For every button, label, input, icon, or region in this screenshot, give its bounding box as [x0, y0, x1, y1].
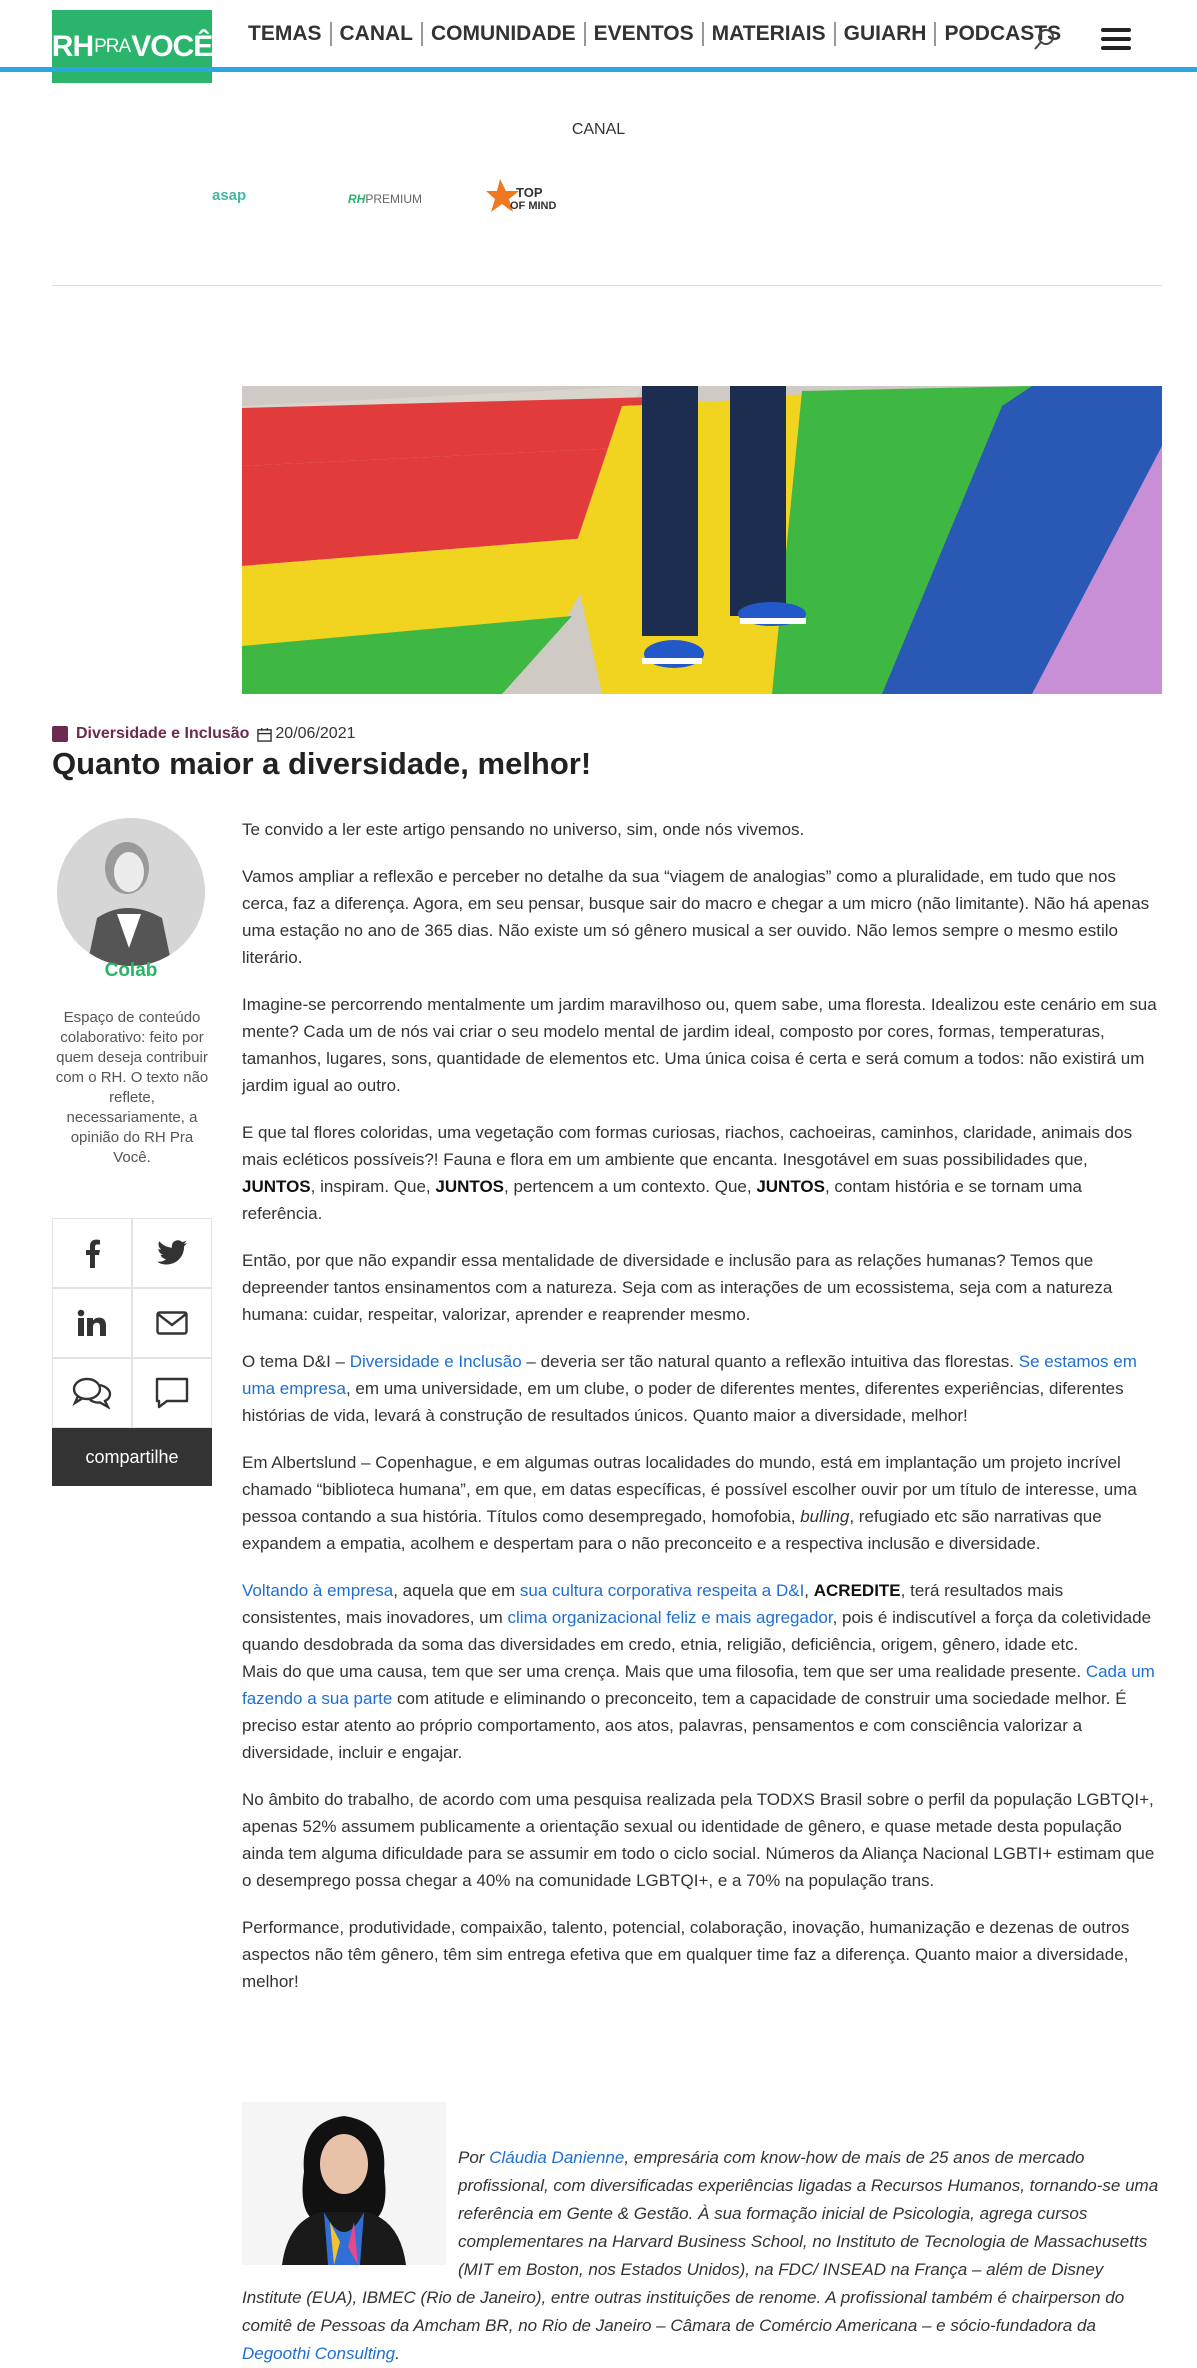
paragraph-6: O tema D&I – Diversidade e Inclusão – deveria ser tão natural quanto a reflexão intuitiva das florestas. Se estamos em uma empresa, em uma universidade, em um clube, o poder de diferentes mentes, diferentes experiências, diferentes histórias de vida, levará à construção de resultados únicos. Quanto maior a diversidade, melhor!: [242, 1352, 1137, 1425]
logo-rh: RH: [51, 29, 94, 63]
paragraph-9: Mais do que uma causa, tem que ser uma crença. Mais que uma filosofia, tem que ser uma realidade presente. Cada um fazendo a sua parte com atitude e eliminando o preconceito, tem a capacidade de construir uma sociedade melhor. É preciso estar atento ao próprio comportamento, aos atos, palavras, pensamentos e com consciência valorizar a diversidade, incluir e engajar.: [242, 1662, 1155, 1762]
paragraph-7: Em Albertslund – Copenhague, e em algumas outras localidades do mundo, está em implantação um projeto incrível chamado “biblioteca humana”, em que, em datas específicas, é possível escolher ouvir por um título de interesse, uma pessoa contando a sua história. Títulos como desempregado, homofobia, bulling, refugiado etc são narrativas que expandem a empatia, acolhem e despertam para o não preconceito e a respectiva inclusão e diversidade.: [242, 1453, 1137, 1553]
category-square-icon: [52, 726, 68, 742]
logo-voce: VOCÊ: [131, 29, 213, 63]
post-date: 20/06/2021: [275, 725, 356, 742]
paragraph-1: Te convido a ler este artigo pensando no universo, sim, onde nós vivemos.: [242, 820, 805, 839]
search-icon[interactable]: [1032, 26, 1058, 52]
link-degoothi-consulting[interactable]: Degoothi Consulting: [242, 2344, 396, 2363]
premium-text: PREMIUM: [365, 192, 423, 206]
link-clima-organizacional[interactable]: clima organizacional feliz e mais agregador: [507, 1608, 833, 1627]
chat-icon: [155, 1377, 189, 1409]
link-cada-um-fazendo-sua-parte[interactable]: Cada um fazendo a sua parte: [242, 1662, 1155, 1708]
email-icon: [156, 1311, 188, 1335]
top-text: TOP: [516, 185, 543, 200]
link-cultura-corporativa[interactable]: sua cultura corporativa respeita a D&I: [519, 1581, 805, 1600]
paragraph-11: Performance, produtividade, compaixão, talento, potencial, colaboração, inovação, humanização e dezenas de outros aspectos não têm gênero, têm sim entrega efetiva que em qualquer time faz a diferença. Quanto maior a diversidade, melhor!: [242, 1918, 1130, 1991]
post-meta: [52, 725, 355, 743]
share-panel: [52, 1218, 212, 1486]
facebook-icon: [81, 1238, 103, 1268]
nav-podcasts[interactable]: PODCASTS: [944, 22, 1062, 45]
header-accent-bar: [0, 67, 1197, 72]
nav-canal[interactable]: CANAL: [332, 22, 424, 46]
author-photo: [242, 2102, 446, 2265]
paragraph-8: Voltando à empresa, aquela que em sua cultura corporativa respeita a D&I, ACREDITE, terá resultados mais consistentes, mais inovadores, um clima organizacional feliz e mais agregador, pois é indiscutível a força da coletividade quando desdobrada da soma das diversidades em credo, etnia, religião, deficiência, origem, gênero, idade etc.: [242, 1581, 1152, 1654]
share-chat-button[interactable]: [132, 1358, 212, 1428]
nav-guiarh[interactable]: GUIARH: [836, 22, 937, 46]
article-body: [242, 816, 1162, 2015]
category-link[interactable]: Diversidade e Inclusão: [76, 725, 250, 742]
site-logo[interactable]: [52, 10, 212, 83]
paragraph-2: Vamos ampliar a reflexão e perceber no detalhe da sua “viagem de analogias” como a pluralidade, em tudo que nos cerca, faz a diferença. Agora, em seu pensar, busque sair do macro e chegar a um micro (não limitante). Não há apenas uma estação no ano de 365 dias. Não existe um só gênero musical a ser ouvido. Não lemos sempre o mesmo estilo literário.: [242, 867, 1150, 967]
nav-temas[interactable]: TEMAS: [240, 22, 332, 46]
nav-eventos[interactable]: EVENTOS: [586, 22, 704, 46]
author-name[interactable]: Colab: [104, 960, 158, 981]
share-twitter-button[interactable]: [132, 1218, 212, 1288]
asap-text: asap: [212, 187, 247, 204]
linkedin-icon: [77, 1309, 107, 1337]
paragraph-5: Então, por que não expandir essa mentalidade de diversidade e inclusão para as relações humanas? Temos que depreender tantos ensinamentos com a natureza. Seja com as interações de um ecossistema, seja com a natureza humana: cuidar, respeitar, valorizar, aprender e reaprender mesmo.: [242, 1251, 1113, 1324]
sponsor-asap-logo[interactable]: [212, 187, 246, 204]
premium-rh-text: RH: [348, 192, 366, 206]
author-bio-block: [242, 2102, 1162, 2368]
paragraph-3: Imagine-se percorrendo mentalmente um jardim maravilhoso ou, quem sabe, uma floresta. Idealizou este cenário em sua mente? Cada um de nós vai criar o seu modelo mental de jardim ideal, composto por cores, formas, temperaturas, tamanhos, lugares, sons, quantidade de elementos etc. Uma única coisa é certa e será comum a todos: não existirá um jardim igual ao outro.: [242, 995, 1157, 1095]
hamburger-menu-icon[interactable]: [1101, 28, 1131, 50]
author-avatar[interactable]: [57, 818, 205, 966]
canal-label: CANAL: [571, 121, 626, 138]
site-header: [0, 0, 1197, 80]
share-linkedin-button[interactable]: [52, 1288, 132, 1358]
section-divider: [52, 285, 1162, 286]
twitter-icon: [156, 1240, 188, 1266]
hero-rainbow-crosswalk-image: [242, 386, 1162, 694]
author-bio-text: Por Cláudia Danienne, empresária com know-how de mais de 25 anos de mercado profissional, com diversificadas experiências ligadas a Recursos Humanos, tornando-se uma referência em Gente & Gestão. À sua formação inicial de Psicologia, agrega cursos complementares na Harvard Business School, no Instituto de Tecnologia de Massachusetts (MIT em Boston, nos Estados Unidos), na FDC/ INSEAD na França – além de Disney Institute (EUA), IBMEC (Rio de Janeiro), entre outras instituições de renome. A profissional também é chairperson do comitê de Pessoas da Amcham BR, no Rio de Janeiro – Câmara de Comércio Americana – e sócio-fundadora da Degoothi Consulting.: [242, 2148, 1159, 2363]
sponsor-rh-premium-logo[interactable]: [348, 192, 422, 206]
link-se-estamos-em-uma-empresa[interactable]: Se estamos em uma empresa: [242, 1352, 1137, 1398]
of-mind-text: OF MIND: [510, 200, 557, 212]
link-voltando-a-empresa[interactable]: Voltando à empresa: [242, 1581, 394, 1600]
share-email-button[interactable]: [132, 1288, 212, 1358]
main-nav: [240, 22, 1069, 46]
nav-comunidade[interactable]: COMUNIDADE: [423, 22, 586, 46]
link-claudia-danienne[interactable]: Cláudia Danienne: [489, 2148, 625, 2167]
share-comments-button[interactable]: [52, 1358, 132, 1428]
paragraph-4: E que tal flores coloridas, uma vegetação com formas curiosas, riachos, cachoeiras, caminhos, claridade, animais dos mais ecléticos possíveis?! Fauna e flora em um ambiente que encanta. Inesgotável em suas possibilidades que, JUNTOS, inspiram. Que, JUNTOS, pertencem a um contexto. Que, JUNTOS, contam história e se tornam uma referência.: [242, 1123, 1133, 1223]
author-bio: Espaço de conteúdo colaborativo: feito por quem deseja contribuir com o RH. O texto não reflete, necessariamente, a opinião do RH Pra Você.: [55, 1009, 209, 1166]
calendar-icon: [257, 727, 272, 742]
nav-materiais[interactable]: MATERIAIS: [704, 22, 836, 46]
share-button[interactable]: compartilhe: [52, 1428, 212, 1486]
sponsor-top-of-mind-logo[interactable]: [486, 175, 562, 227]
comments-icon: [72, 1377, 112, 1409]
link-diversidade-inclusao[interactable]: Diversidade e Inclusão: [349, 1352, 522, 1371]
page-title: Quanto maior a diversidade, melhor!: [52, 746, 592, 781]
paragraph-10: No âmbito do trabalho, de acordo com uma pesquisa realizada pela TODXS Brasil sobre o perfil da população LGBTQI+, apenas 52% assumem publicamente a orientação sexual ou identidade de gênero, e quase metade desta população ainda tem alguma dificuldade para se assumir em todo o ciclo social. Números da Aliança Nacional LGBTI+ estimam que o desemprego possa chegar a 40% na comunidade LGBTQI+, e a 70% na população trans.: [242, 1790, 1155, 1890]
share-facebook-button[interactable]: [52, 1218, 132, 1288]
logo-pra: PRA: [94, 35, 131, 57]
